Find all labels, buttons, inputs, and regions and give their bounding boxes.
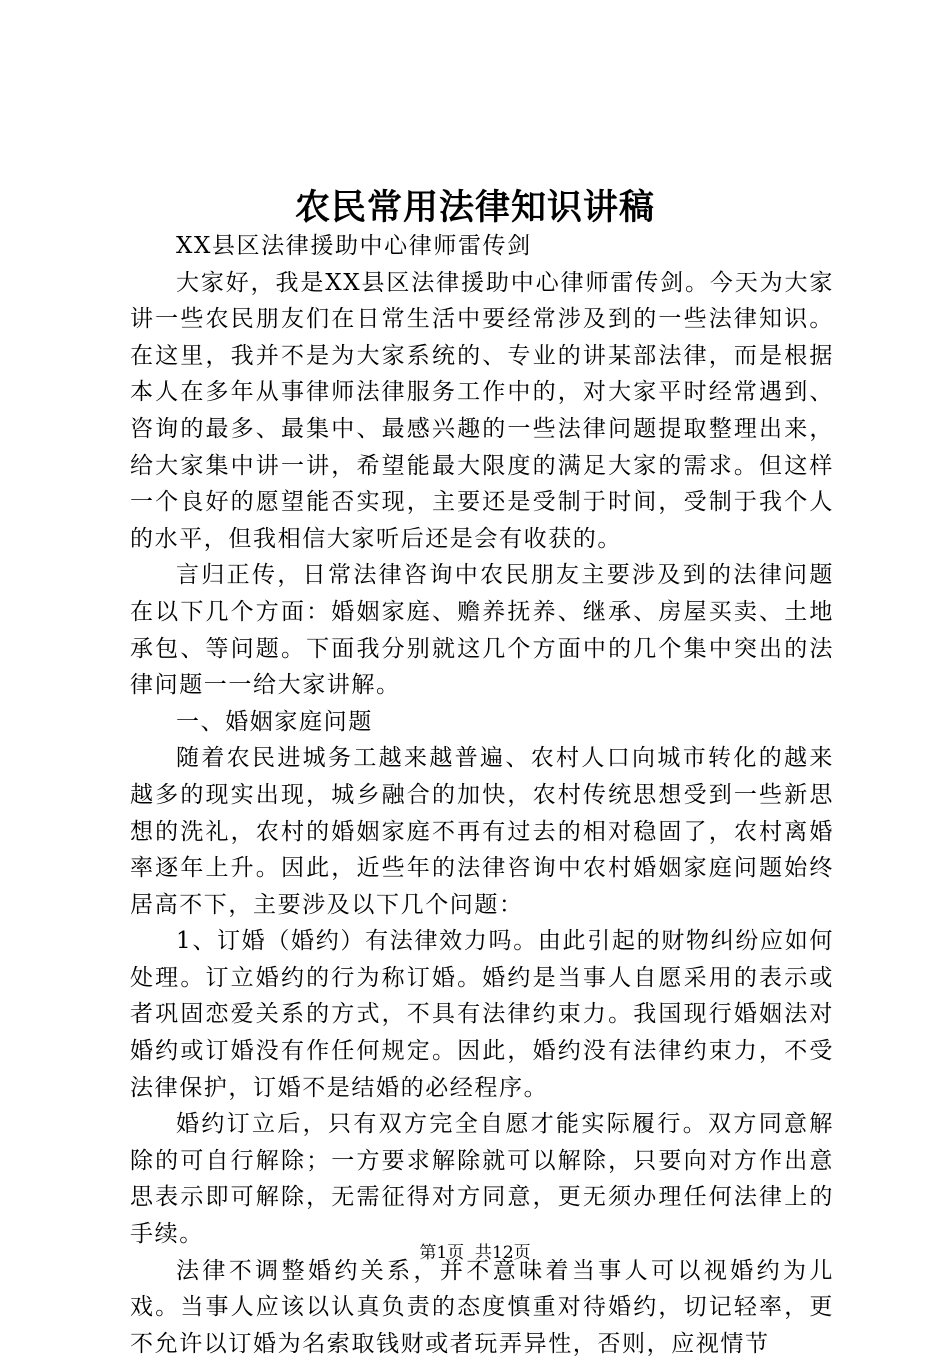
- document-title: 农民常用法律知识讲稿: [294, 187, 655, 228]
- page-total: 共12页: [475, 1243, 531, 1263]
- document-body: [130, 228, 834, 1362]
- paragraph: 言归正传，日常法律咨询中农民朋友主要涉及到的法律问题在以下几个方面：婚姻家庭、赡养抚养、继承、房屋买卖、土地承包、等问题。下面我分别就这几个方面中的几个集中突出的法律问题一一给大家讲解。: [130, 562, 834, 699]
- page-footer: [0, 1241, 950, 1265]
- paragraph: 大家好，我是XX县区法律援助中心律师雷传剑。今天为大家讲一些农民朋友们在日常生活中要经常涉及到的一些法律知识。在这里，我并不是为大家系统的、专业的讲某部法律，而是根据本人在多年从事律师法律服务工作中的，对大家平时经常遇到、咨询的最多、最集中、最感兴趣的一些法律问题提取整理出来，给大家集中讲一讲，希望能最大限度的满足大家的需求。但这样一个良好的愿望能否实现，主要还是受制于时间，受制于我个人的水平，但我相信大家听后还是会有收获的。: [130, 269, 834, 552]
- page-number: 第1页: [419, 1243, 465, 1263]
- paragraph: 法律不调整婚约关系，并不意味着当事人可以视婚约为儿戏。当事人应该以认真负责的态度慎重对待婚约，切记轻率，更不允许以订婚为名索取钱财或者玩弄异性，否则，应视情节: [130, 1257, 834, 1357]
- section-heading: 一、婚姻家庭问题: [176, 708, 373, 735]
- paragraph: 1、订婚（婚约）有法律效力吗。由此引起的财物纠纷应如何处理。订立婚约的行为称订婚。婚约是当事人自愿采用的表示或者巩固恋爱关系的方式，不具有法律约束力。我国现行婚姻法对婚约或订婚没有作任何规定。因此，婚约没有法律约束力，不受法律保护，订婚不是结婚的必经程序。: [130, 928, 834, 1101]
- author-line: XX县区法律援助中心律师雷传剑: [176, 233, 532, 259]
- paragraph: 婚约订立后，只有双方完全自愿才能实际履行。双方同意解除的可自行解除；一方要求解除就可以解除，只要向对方作出意思表示即可解除，无需征得对方同意，更无须办理任何法律上的手续。: [130, 1111, 834, 1248]
- paragraph: 随着农民进城务工越来越普遍、农村人口向城市转化的越来越多的现实出现，城乡融合的加快，农村传统思想受到一些新思想的洗礼，农村的婚姻家庭不再有过去的相对稳固了，农村离婚率逐年上升。因此，近些年的法律咨询中农村婚姻家庭问题始终居高不下，主要涉及以下几个问题：: [130, 745, 834, 918]
